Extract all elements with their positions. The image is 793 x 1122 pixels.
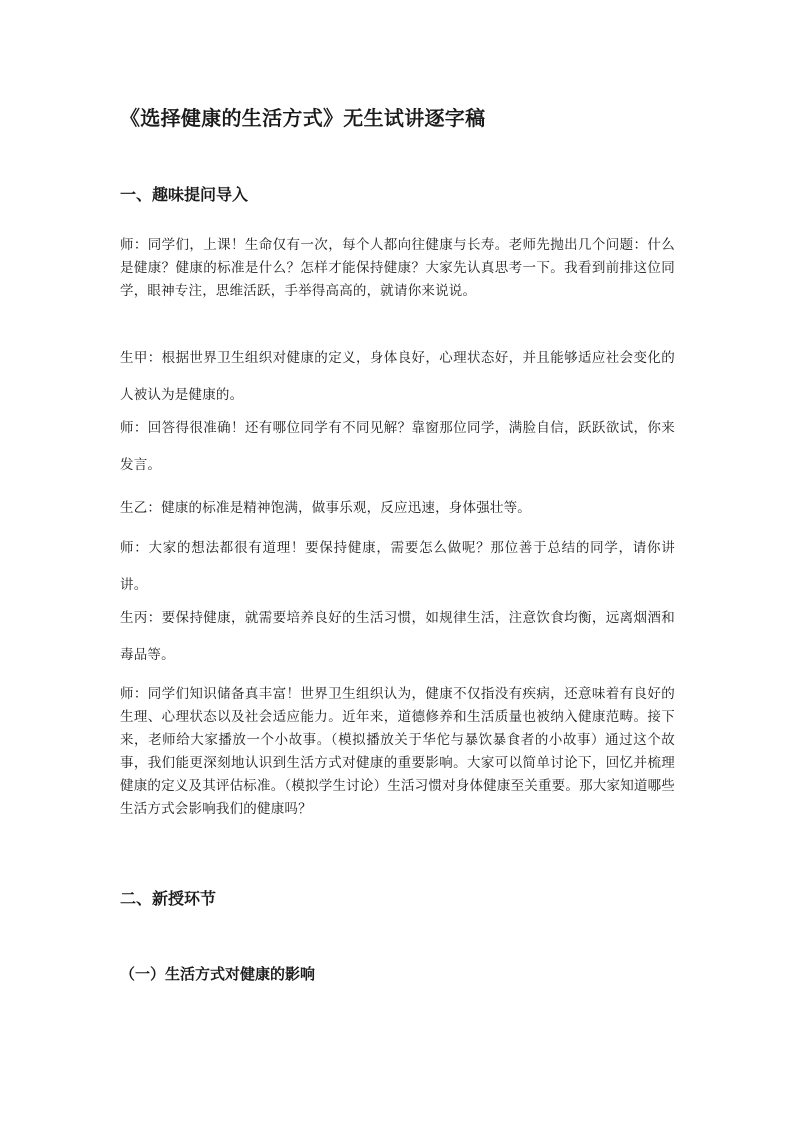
teacher-paragraph-3: 师：大家的想法都很有道理！要保持健康，需要怎么做呢？那位善于总结的同学，请你讲讲。 <box>120 540 675 593</box>
student-a-paragraph: 生甲：根据世界卫生组织对健康的定义，身体良好，心理状态好，并且能够适应社会变化的人被认为是健康的。 <box>120 350 675 403</box>
page-title: 《选择健康的生活方式》无生试讲逐字稿 <box>120 106 486 130</box>
student-b-paragraph: 生乙：健康的标准是精神饱满，做事乐观，反应迅速，身体强壮等。 <box>120 500 531 516</box>
section-heading-new-lesson: 二、新授环节 <box>120 889 217 908</box>
section-heading-intro: 一、趣味提问导入 <box>120 185 249 204</box>
teacher-paragraph-2: 师：回答得很准确！还有哪位同学有不同见解？靠窗那位同学，满脸自信，跃跃欲试，你来发言。 <box>120 420 675 473</box>
teacher-paragraph-4: 师：同学们知识储备真丰富！世界卫生组织认为，健康不仅指没有疾病，还意味着有良好的生理、心理状态以及社会适应能力。近年来，道德修养和生活质量也被纳入健康范畴。接下来，老师给大家播放一个小故事。（模拟播放关于华佗与暴饮暴食者的小故事）通过这个故事，我们能更深刻地认识到生活方式对健康的重要影响。大家可以简单讨论下，回忆并梳理健康的定义及其评估标准。（模拟学生讨论）生活习惯对身体健康至关重要。那大家知道哪些生活方式会影响我们的健康吗？ <box>120 686 675 817</box>
student-c-paragraph: 生丙：要保持健康，就需要培养良好的生活习惯，如规律生活，注意饮食均衡，远离烟酒和毒品等。 <box>120 610 675 663</box>
teacher-paragraph-1: 师：同学们，上课！生命仅有一次，每个人都向往健康与长寿。老师先抛出几个问题：什么是健康？健康的标准是什么？怎样才能保持健康？大家先认真思考一下。我看到前排这位同学，眼神专注，思维活跃，手举得高高的，就请你来说说。 <box>120 237 675 299</box>
subsection-heading-lifestyle: （一）生活方式对健康的影响 <box>120 965 316 983</box>
